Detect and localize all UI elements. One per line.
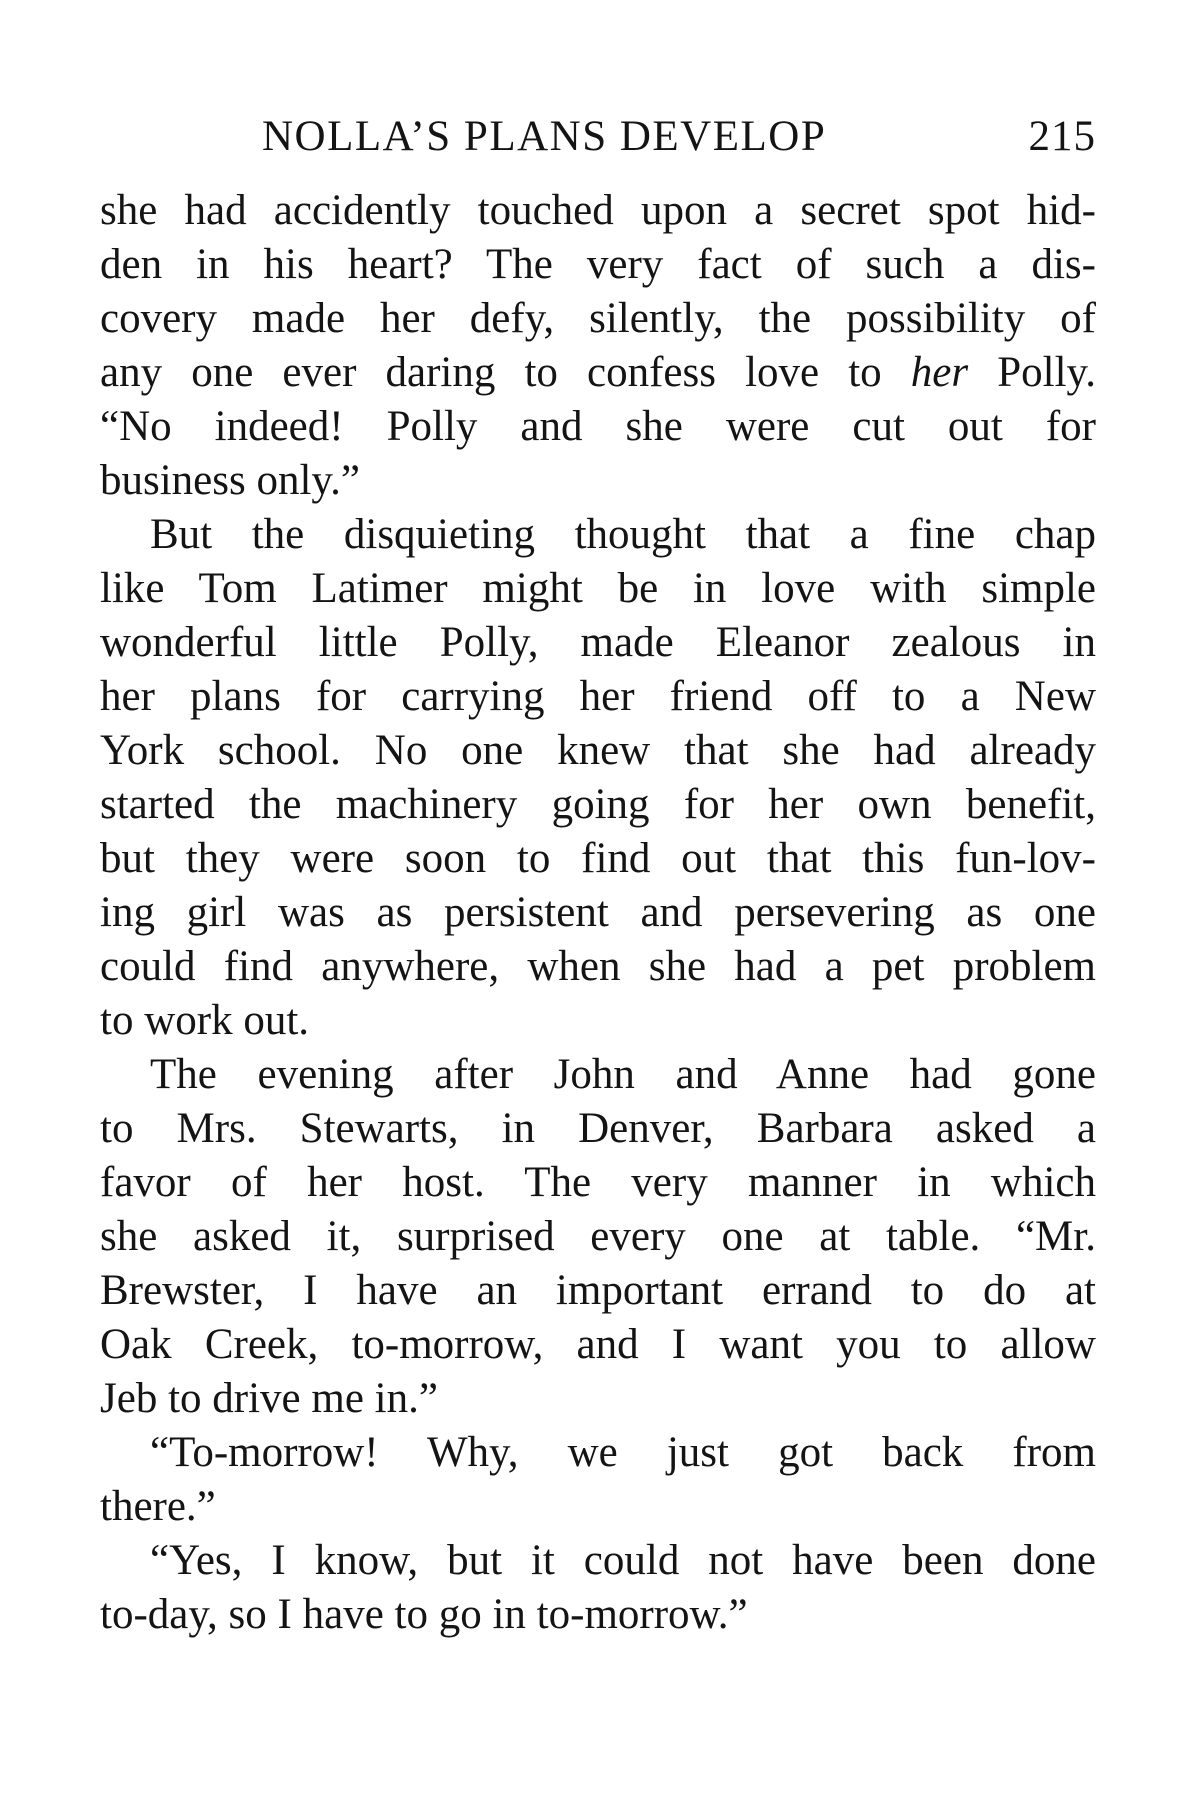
text-line: “To-morrow! Why, we just got back from [150, 1429, 1096, 1476]
text-line: she asked it, surprised every one at table. “Mr. [100, 1213, 1096, 1260]
body-text [100, 184, 1096, 1642]
text-line: like Tom Latimer might be in love with simple [100, 565, 1096, 612]
text-line: “Yes, I know, but it could not have been done [150, 1537, 1096, 1584]
text-line: to-day, so I have to go in to-morrow.” [100, 1591, 748, 1638]
text-line: “No indeed! Polly and she were cut out for [100, 403, 1096, 450]
text-line: could find anywhere, when she had a pet problem [100, 943, 1096, 990]
running-head [100, 112, 1096, 172]
text-line: to work out. [100, 997, 310, 1044]
text-segment: Polly. [968, 349, 1097, 396]
text-line: Brewster, I have an important errand to do at [100, 1267, 1096, 1314]
text-line: she had accidently touched upon a secret spot hid- [100, 187, 1096, 234]
running-title: NOLLA’S PLANS DEVELOP [262, 113, 827, 160]
text-segment: any one ever daring to confess love to [100, 349, 911, 396]
text-line: started the machinery going for her own benefit, [100, 781, 1096, 828]
text-line: business only.” [100, 457, 360, 504]
text-line: but they were soon to find out that this fun-lov- [100, 835, 1096, 882]
text-line: favor of her host. The very manner in which [100, 1159, 1096, 1206]
text-line: covery made her defy, silently, the possibility of [100, 295, 1096, 342]
text-line [100, 346, 1096, 400]
text-line: But the disquieting thought that a fine chap [150, 511, 1096, 558]
italic-emphasis: her [910, 349, 969, 396]
text-line: ing girl was as persistent and persevering as one [100, 889, 1096, 936]
text-line: The evening after John and Anne had gone [150, 1051, 1096, 1098]
text-line: York school. No one knew that she had already [100, 727, 1096, 774]
text-line: her plans for carrying her friend off to a New [100, 673, 1096, 720]
text-line: Oak Creek, to-morrow, and I want you to allow [100, 1321, 1096, 1368]
text-line: to Mrs. Stewarts, in Denver, Barbara asked a [100, 1105, 1096, 1152]
text-line: Jeb to drive me in.” [100, 1375, 438, 1422]
page-number: 215 [1028, 113, 1096, 160]
text-line: wonderful little Polly, made Eleanor zealous in [100, 619, 1096, 666]
text-line: den in his heart? The very fact of such a dis- [100, 241, 1096, 288]
text-line: there.” [100, 1483, 216, 1530]
